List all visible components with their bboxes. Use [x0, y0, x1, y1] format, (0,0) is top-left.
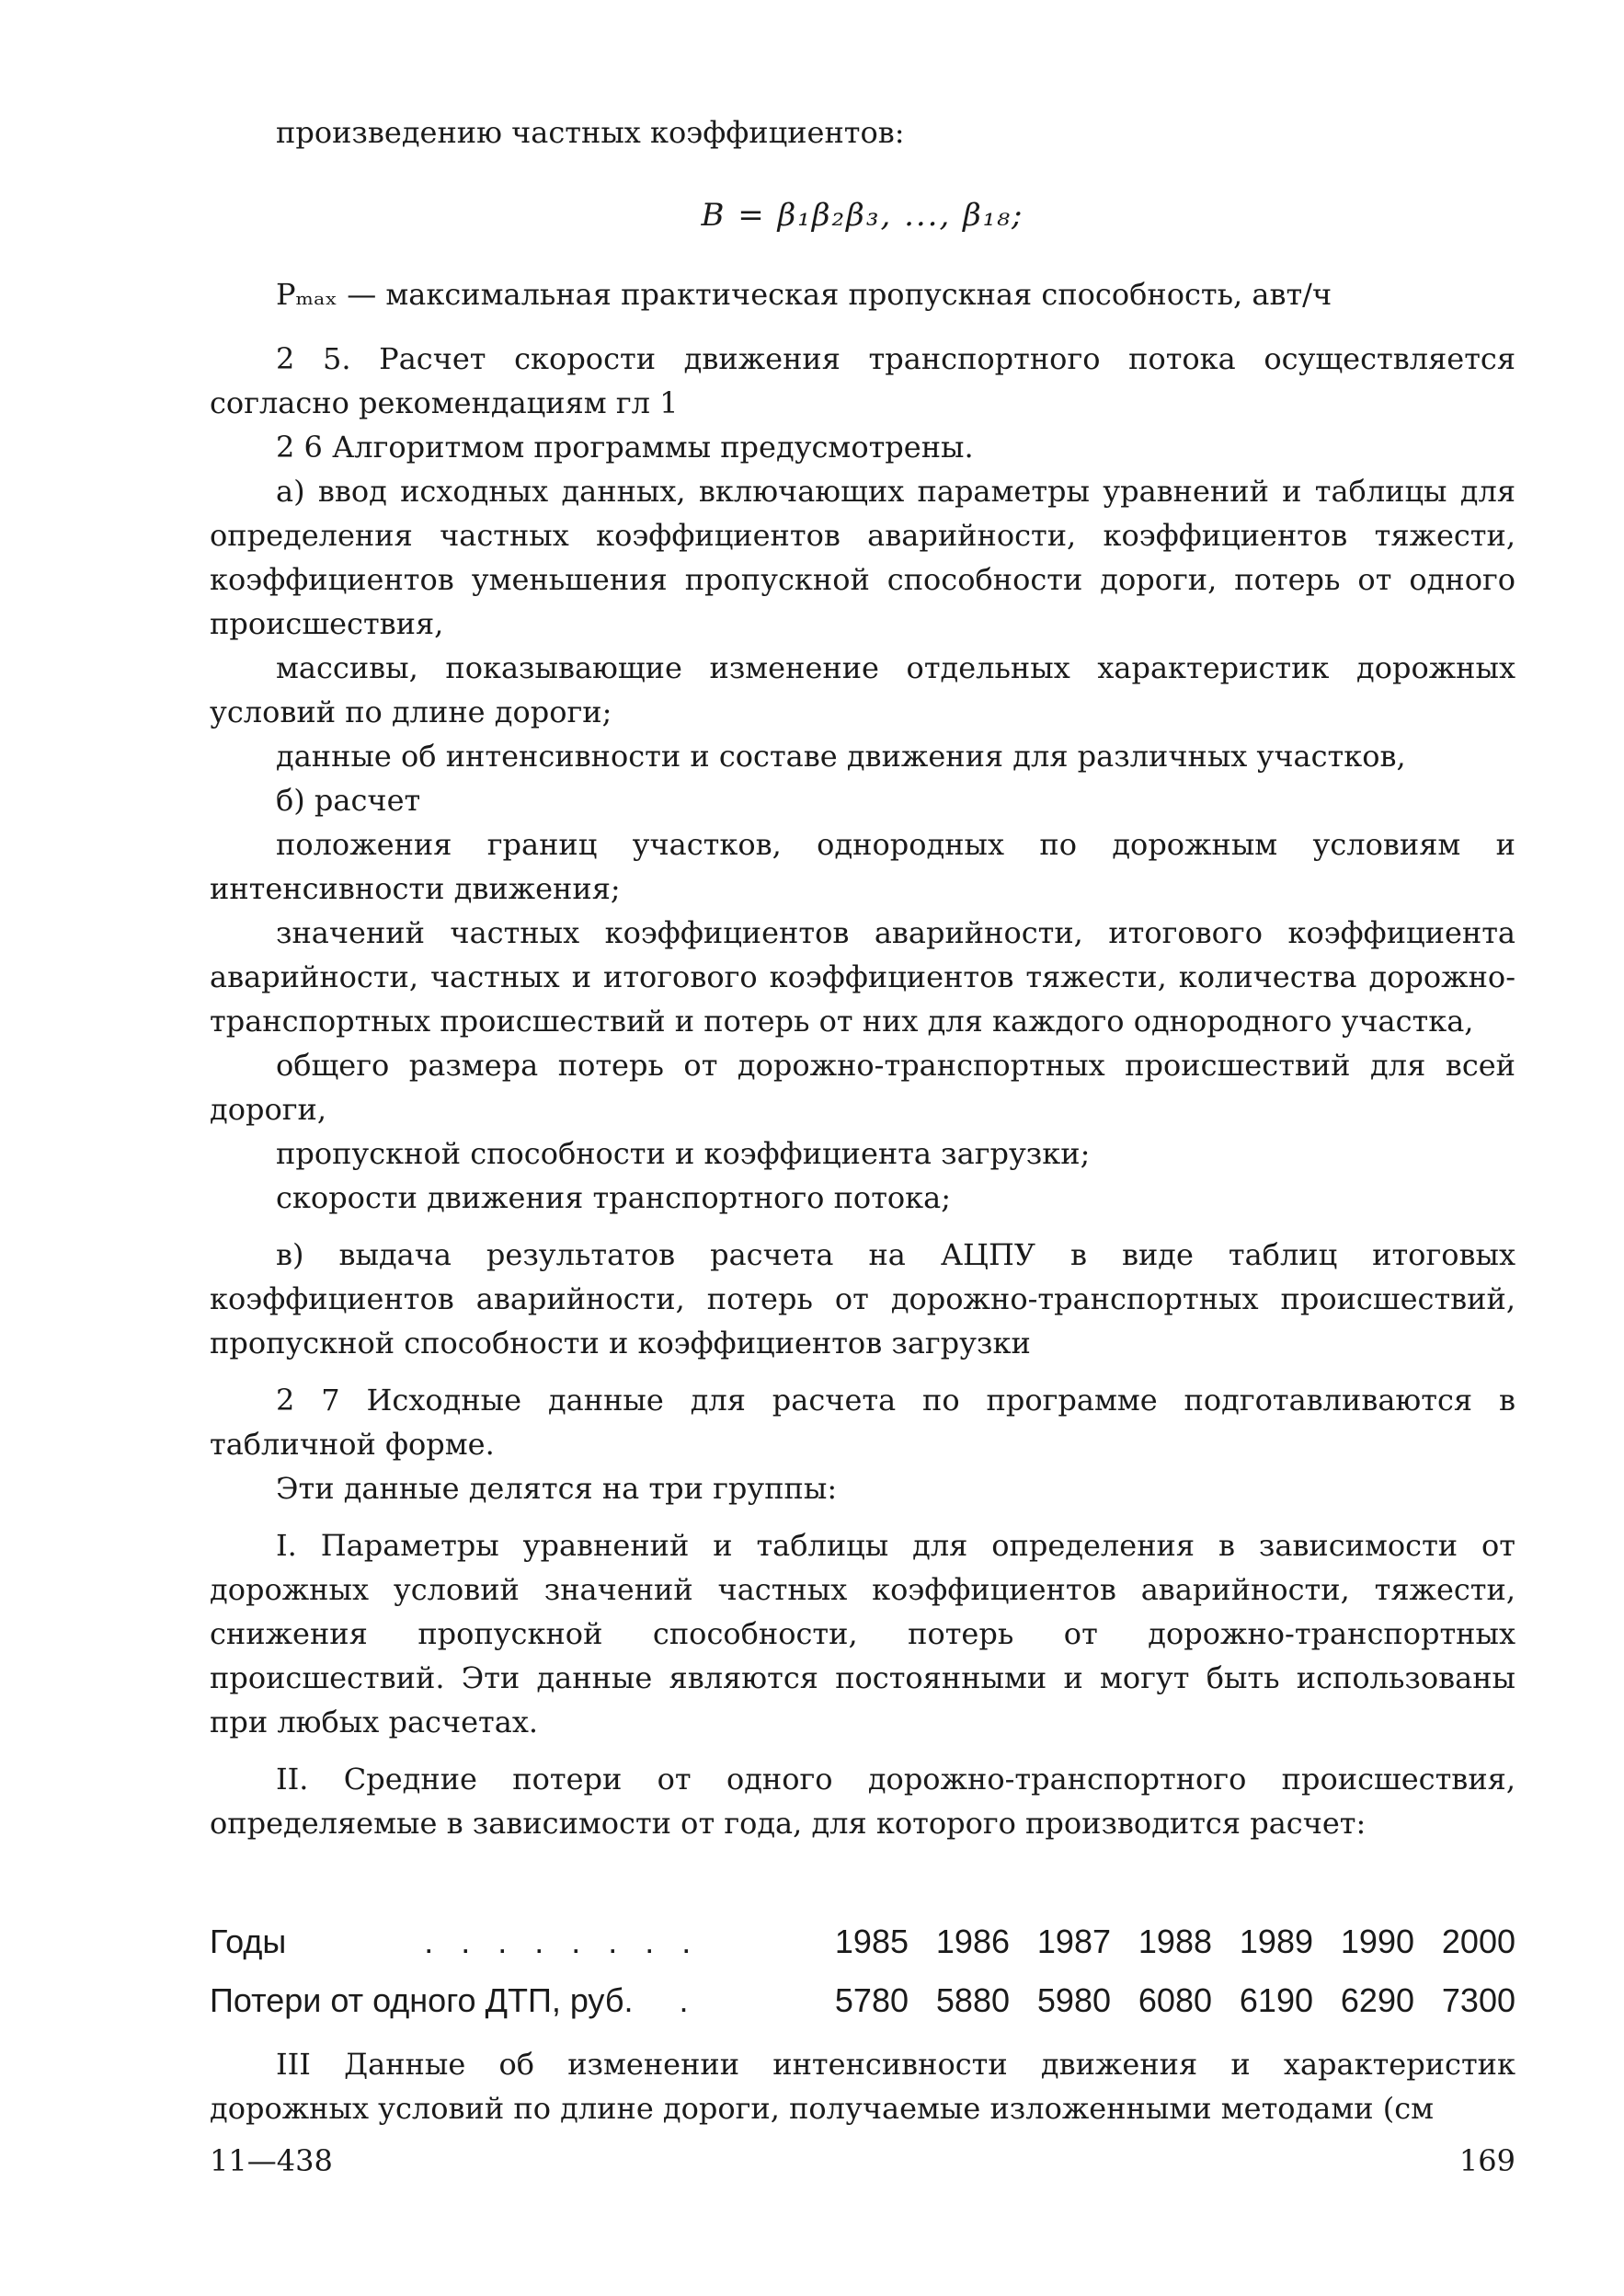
paragraph-b-capacity: пропускной способности и коэффициента загрузки; — [276, 1136, 1091, 1171]
page-number: 169 — [1458, 2143, 1515, 2178]
paragraph-b-boundaries: положения границ участков, однородных по дорожным условиям и интенсивности движения; — [210, 827, 1515, 906]
paragraph-b-speed: скорости движения транспортного потока; — [276, 1180, 952, 1215]
loss-cell: 5780 — [834, 1981, 909, 2019]
paragraph-pmax: Pₘₐₓ — максимальная практическая пропускная способность, авт/ч — [276, 277, 1332, 312]
loss-cell: 6290 — [1340, 1981, 1414, 2019]
losses-table — [210, 1923, 1515, 2040]
paragraph-group-II: II. Средние потери от одного дорожно-транспортного происшествия, определяемые в зависимости от года, для которого производится расчет: — [210, 1762, 1515, 1841]
year-cell: 1989 — [1239, 1923, 1313, 1960]
paragraph-intro: произведению частных коэффициентов: — [276, 115, 905, 150]
year-cell: 1990 — [1340, 1923, 1414, 1960]
paragraph-a-arrays: массивы, показывающие изменение отдельных характеристик дорожных условий по длине дороги; — [210, 650, 1515, 729]
year-cell: 1987 — [1036, 1923, 1111, 1960]
paragraph-group-III: III Данные об изменении интенсивности движения и характеристик дорожных условий по длине дороги, получаемые изложенными методами (см — [210, 2047, 1515, 2126]
loss-cell: 6190 — [1239, 1981, 1313, 2019]
loss-cell: 5980 — [1036, 1981, 1111, 2019]
paragraph-2-6: 2 6 Алгоритмом программы предусмотрены. — [276, 430, 974, 465]
paragraph-v-output: в) выдача результатов расчета на АЦПУ в виде таблиц итоговых коэффициентов аварийности, потерь от дорожно-транспортных происшествий, пропускной способности и коэффициентов загрузки — [210, 1237, 1515, 1360]
year-cell: 1985 — [834, 1923, 909, 1960]
paragraph-a-traffic: данные об интенсивности и составе движения для различных участков, — [276, 739, 1406, 774]
loss-cell: 7300 — [1441, 1981, 1515, 2019]
printer-signature: 11—438 — [210, 2143, 333, 2178]
paragraph-group-I: I. Параметры уравнений и таблицы для определения в зависимости от дорожных условий значений частных коэффициентов аварийности, тяжести, снижения пропускной способности, потерь от дорожно-транспортных происшествий. Эти данные являются постоянными и могут быть использованы при любых расчетах. — [210, 1528, 1515, 1739]
paragraph-a-input: а) ввод исходных данных, включающих параметры уравнений и таблицы для определения частных коэффициентов аварийности, коэффициентов тяжести, коэффициентов уменьшения пропускной способности дороги, потерь от одного происшествия, — [210, 474, 1515, 641]
paragraph-b-heading: б) расчет — [276, 783, 421, 818]
formula: B = β₁β₂β₃, ..., β₁₈; — [701, 197, 1024, 234]
year-cell: 1986 — [935, 1923, 1010, 1960]
body-text — [210, 110, 1515, 1845]
paragraph-group-III-block — [210, 2042, 1515, 2130]
paragraph-groups: Эти данные делятся на три группы: — [276, 1471, 838, 1506]
paragraph-b-total-losses: общего размера потерь от дорожно-транспортных происшествий для всей дороги, — [210, 1048, 1515, 1127]
row-label-years: Годы . . . . . . . . — [210, 1923, 701, 1960]
paragraph-b-coefficients: значений частных коэффициентов аварийности, итогового коэффициента аварийности, частных и итогового коэффициентов тяжести, количества дорожно-транспортных происшествий и потерь от них для каждого однородного участка, — [210, 915, 1515, 1039]
year-cell: 2000 — [1441, 1923, 1515, 1960]
table-row-years — [210, 1923, 1515, 1981]
paragraph-2-5: 2 5. Расчет скорости движения транспортного потока осуществляется согласно рекомендациям гл 1 — [210, 341, 1515, 420]
loss-cell: 6080 — [1138, 1981, 1212, 2019]
year-cell: 1988 — [1138, 1923, 1212, 1960]
loss-cell: 5880 — [935, 1981, 1010, 2019]
row-label-losses: Потери от одного ДТП, руб. . — [210, 1981, 698, 2019]
paragraph-2-7: 2 7 Исходные данные для расчета по программе подготавливаются в табличной форме. — [210, 1383, 1515, 1462]
table-row-losses — [210, 1981, 1515, 2040]
